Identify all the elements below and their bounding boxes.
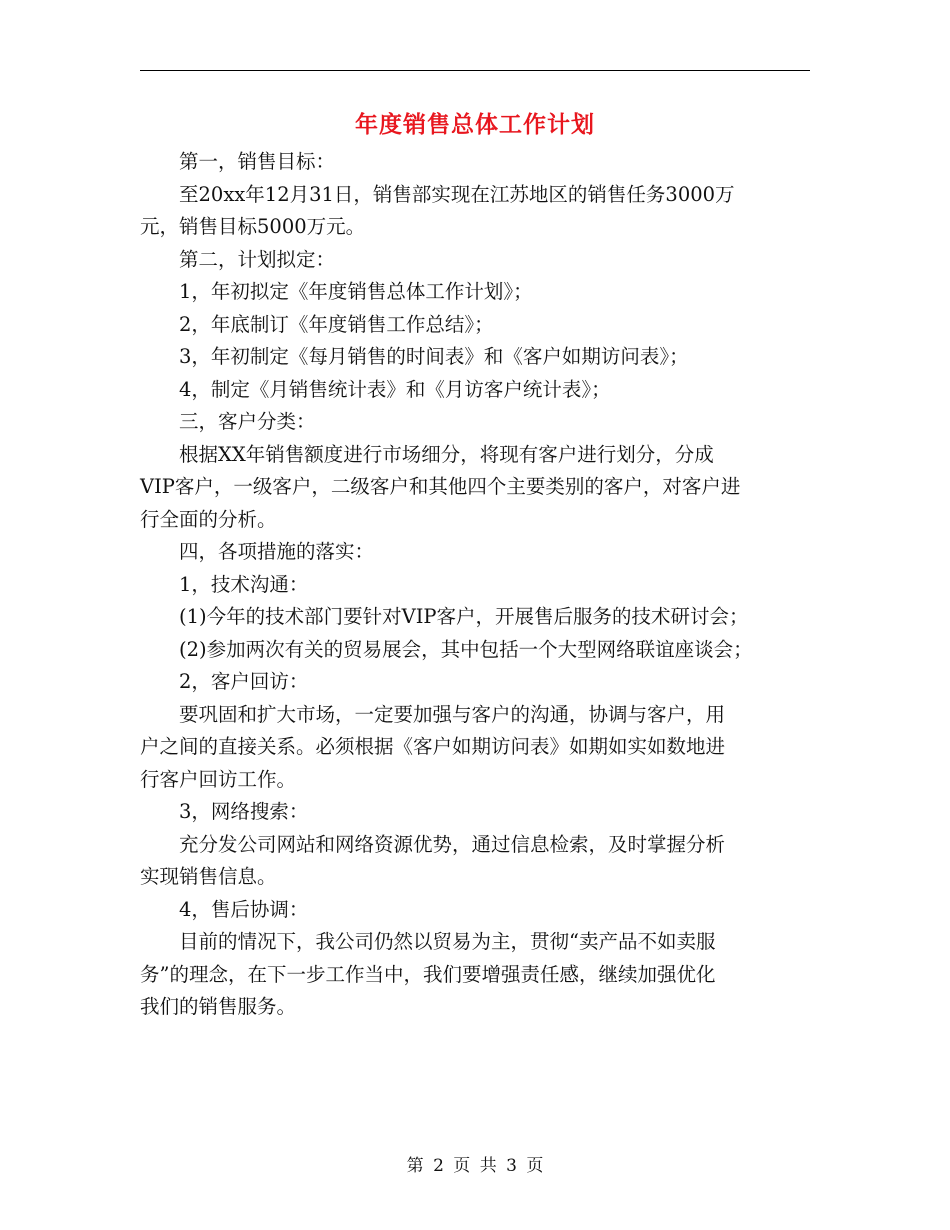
page-number: 第 2 页 共 3 页 (406, 1156, 544, 1176)
paragraph-line: (1)今年的技术部门要针对VIP客户，开展售后服务的技术研讨会； (179, 605, 749, 628)
body-paragraph (140, 179, 810, 244)
body-paragraph (140, 439, 810, 537)
paragraph-line: 务”的理念，在下一步工作当中，我们要增强责任感，继续加强优化 (140, 962, 716, 986)
paragraph-line: VIP客户，一级客户，二级客户和其他四个主要类别的客户，对客户进 (140, 475, 741, 498)
paragraph-line: 我们的销售服务。 (140, 995, 297, 1018)
paragraph-line: 三，客户分类： (179, 410, 316, 433)
paragraph-line: 4，制定《月销售统计表》和《月访客户统计表》； (179, 377, 611, 401)
body-paragraph (140, 536, 810, 569)
paragraph-line: 1，技术沟通： (179, 572, 309, 596)
body-paragraph (140, 341, 810, 374)
paragraph-line: 元，销售目标5000万元。 (140, 215, 366, 238)
document-title: 年度销售总体工作计划 (355, 111, 595, 138)
body-paragraph (140, 276, 810, 309)
paragraph-line: 四，各项措施的落实： (179, 540, 375, 563)
paragraph-line: 目前的情况下，我公司仍然以贸易为主，贯彻“卖产品不如卖服 (179, 930, 716, 953)
document-body (140, 146, 810, 1024)
body-paragraph (140, 569, 810, 602)
paragraph-line: 要巩固和扩大市场，一定要加强与客户的沟通，协调与客户，用 (179, 702, 726, 726)
paragraph-line: 行全面的分析。 (140, 507, 277, 531)
body-paragraph (140, 244, 810, 277)
paragraph-line: 3，网络搜索： (179, 800, 309, 823)
paragraph-line: 第二，计划拟定： (179, 247, 336, 271)
body-paragraph (140, 699, 810, 797)
paragraph-line: 1，年初拟定《年度销售总体工作计划》； (179, 280, 533, 303)
body-paragraph (140, 926, 810, 1024)
body-paragraph (140, 601, 810, 634)
body-paragraph (140, 666, 810, 699)
paragraph-line: 充分发公司网站和网络资源优势，通过信息检索，及时掌握分析 (179, 832, 726, 856)
body-paragraph (140, 894, 810, 927)
paragraph-line: 第一，销售目标： (179, 150, 336, 173)
body-paragraph (140, 796, 810, 829)
body-paragraph (140, 634, 810, 667)
paragraph-line: 行客户回访工作。 (140, 767, 297, 791)
paragraph-line: 2，年底制订《年度销售工作总结》； (179, 312, 494, 336)
paragraph-line: 至20xx年12月31日，销售部实现在江苏地区的销售任务3000万 (179, 182, 735, 206)
body-paragraph (140, 309, 810, 342)
body-paragraph (140, 829, 810, 894)
paragraph-line: 户之间的直接关系。必须根据《客户如期访问表》如期如实如数地进 (140, 735, 726, 758)
body-paragraph (140, 374, 810, 407)
body-paragraph (140, 146, 810, 179)
header-rule (140, 70, 810, 71)
paragraph-line: 实现销售信息。 (140, 865, 277, 888)
paragraph-line: 根据XX年销售额度进行市场细分，将现有客户进行划分，分成 (179, 442, 714, 466)
paragraph-line: 3，年初制定《每月销售的时间表》和《客户如期访问表》； (179, 345, 689, 368)
paragraph-line: (2)参加两次有关的贸易展会，其中包括一个大型网络联谊座谈会； (179, 637, 753, 661)
paragraph-line: 2，客户回访： (179, 670, 309, 693)
body-paragraph (140, 406, 810, 439)
paragraph-line: 4，售后协调： (179, 897, 309, 921)
